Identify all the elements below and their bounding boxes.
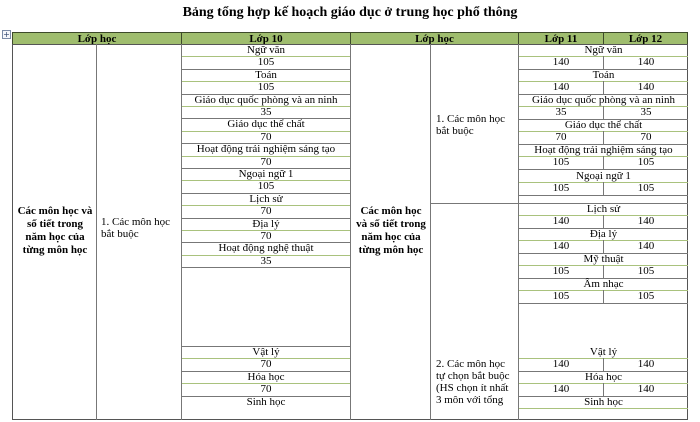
period-count: 70 bbox=[260, 130, 272, 143]
col-divider bbox=[603, 131, 604, 143]
lop12-value: 70 bbox=[640, 131, 652, 144]
subject-name: Hóa học bbox=[585, 371, 622, 383]
period-count: 35 bbox=[260, 254, 272, 267]
header-lop-hoc-right: Lớp học bbox=[350, 32, 519, 45]
col-divider bbox=[603, 358, 604, 370]
page-title: Bảng tổng hợp kế hoạch giáo dục ở trung học phổ thông bbox=[182, 5, 518, 20]
lop11-value: 105 bbox=[552, 182, 570, 195]
col-divider bbox=[350, 44, 351, 420]
period-count: 70 bbox=[260, 230, 272, 242]
row-divider bbox=[519, 303, 688, 304]
col-divider bbox=[603, 265, 604, 277]
group-label-left: 1. Các môn học bắt buộc bbox=[101, 216, 171, 240]
subject-name: Địa lý bbox=[252, 217, 280, 230]
col-divider bbox=[603, 156, 604, 168]
subject-name: Hoạt động trải nghiệm sáng tạo bbox=[534, 144, 673, 156]
row-label-right: Các môn học và số tiết trong năm học của từng môn học bbox=[356, 205, 426, 256]
subject-name: Giáo dục quốc phòng và an ninh bbox=[194, 93, 338, 106]
period-count: 70 bbox=[260, 155, 272, 168]
period-count: 105 bbox=[257, 81, 275, 94]
subject-name: Hóa học bbox=[247, 370, 285, 383]
subject-name: Mỹ thuật bbox=[583, 253, 624, 265]
lop12-value: 35 bbox=[640, 106, 652, 119]
subject-name: Địa lý bbox=[589, 228, 618, 240]
header-lop-12: Lớp 12 bbox=[603, 32, 688, 45]
subject-name: Ngữ văn bbox=[246, 44, 286, 56]
lop11-value: 70 bbox=[555, 131, 567, 144]
col-divider bbox=[430, 44, 431, 420]
header-lop-hoc-left: Lớp học bbox=[12, 32, 182, 45]
table-move-handle-icon[interactable]: + bbox=[3, 30, 10, 39]
lop12-value: 140 bbox=[637, 383, 655, 396]
subject-name: Giáo dục thể chất bbox=[564, 119, 643, 131]
lop11-value: 105 bbox=[552, 156, 570, 169]
col-divider bbox=[603, 182, 604, 194]
row-label-left: Các môn học và số tiết trong năm học của từng môn học bbox=[17, 205, 93, 256]
period-count: 105 bbox=[257, 56, 275, 69]
subject-name: Ngoại ngữ 1 bbox=[238, 168, 294, 180]
header-lop-11: Lớp 11 bbox=[518, 32, 604, 45]
subject-name: Sinh học bbox=[584, 396, 623, 408]
period-count: 35 bbox=[260, 106, 272, 118]
col-divider bbox=[603, 106, 604, 118]
period-count: 105 bbox=[257, 180, 275, 193]
col-divider bbox=[603, 215, 604, 227]
period-count: 70 bbox=[260, 205, 272, 218]
lop12-value: 105 bbox=[637, 156, 655, 169]
lop11-value: 140 bbox=[552, 383, 570, 396]
subject-name: Giáo dục thể chất bbox=[227, 118, 305, 131]
lop11-value: 105 bbox=[552, 265, 570, 278]
lop11-value: 35 bbox=[555, 106, 567, 119]
subject-name: Toán bbox=[592, 69, 615, 81]
lop12-value: 140 bbox=[637, 215, 655, 228]
col-divider bbox=[603, 383, 604, 395]
subject-name: Sinh học bbox=[246, 395, 286, 408]
lop11-value: 140 bbox=[552, 81, 570, 94]
row-divider bbox=[182, 267, 350, 268]
subject-name: Ngữ văn bbox=[584, 44, 623, 56]
col-divider bbox=[96, 44, 97, 420]
subject-name: Vật lý bbox=[589, 346, 618, 358]
group1-label-right: 1. Các môn học bắt buộc bbox=[436, 113, 506, 137]
row-divider bbox=[519, 408, 688, 409]
period-count: 70 bbox=[260, 358, 272, 371]
col-divider bbox=[603, 240, 604, 252]
col-divider bbox=[603, 56, 604, 68]
group2-label-right: 2. Các môn học tự chọn bắt buộc (HS chọn ít nhất 3 môn với tổng bbox=[436, 358, 510, 406]
subject-name: Âm nhạc bbox=[583, 278, 624, 290]
lop12-value: 140 bbox=[637, 56, 655, 69]
header-lop-10: Lớp 10 bbox=[181, 32, 351, 45]
col-divider bbox=[603, 81, 604, 93]
lop12-value: 140 bbox=[637, 358, 655, 371]
lop11-value: 140 bbox=[552, 215, 570, 228]
subject-name: Toán bbox=[255, 68, 277, 81]
col-divider bbox=[603, 290, 604, 302]
subject-name: Giáo dục quốc phòng và an ninh bbox=[532, 94, 675, 106]
period-count: 70 bbox=[260, 383, 272, 396]
subject-name: Ngoại ngữ 1 bbox=[576, 170, 631, 182]
row-divider bbox=[519, 195, 688, 196]
lop12-value: 105 bbox=[637, 265, 655, 278]
subject-name: Hoạt động nghệ thuật bbox=[218, 242, 314, 255]
lop12-value: 105 bbox=[637, 182, 655, 195]
subject-name: Lịch sử bbox=[586, 203, 621, 215]
lop12-value: 105 bbox=[637, 290, 655, 303]
subject-name: Hoạt động trải nghiệm sáng tạo bbox=[196, 143, 336, 156]
lop11-value: 140 bbox=[552, 240, 570, 253]
lop12-value: 140 bbox=[637, 240, 655, 253]
lop11-value: 105 bbox=[552, 290, 570, 303]
lop11-value: 140 bbox=[552, 358, 570, 371]
lop11-value: 140 bbox=[552, 56, 570, 69]
subject-name: Vật lý bbox=[252, 346, 280, 358]
subject-name: Lịch sử bbox=[249, 192, 283, 205]
lop12-value: 140 bbox=[637, 81, 655, 94]
